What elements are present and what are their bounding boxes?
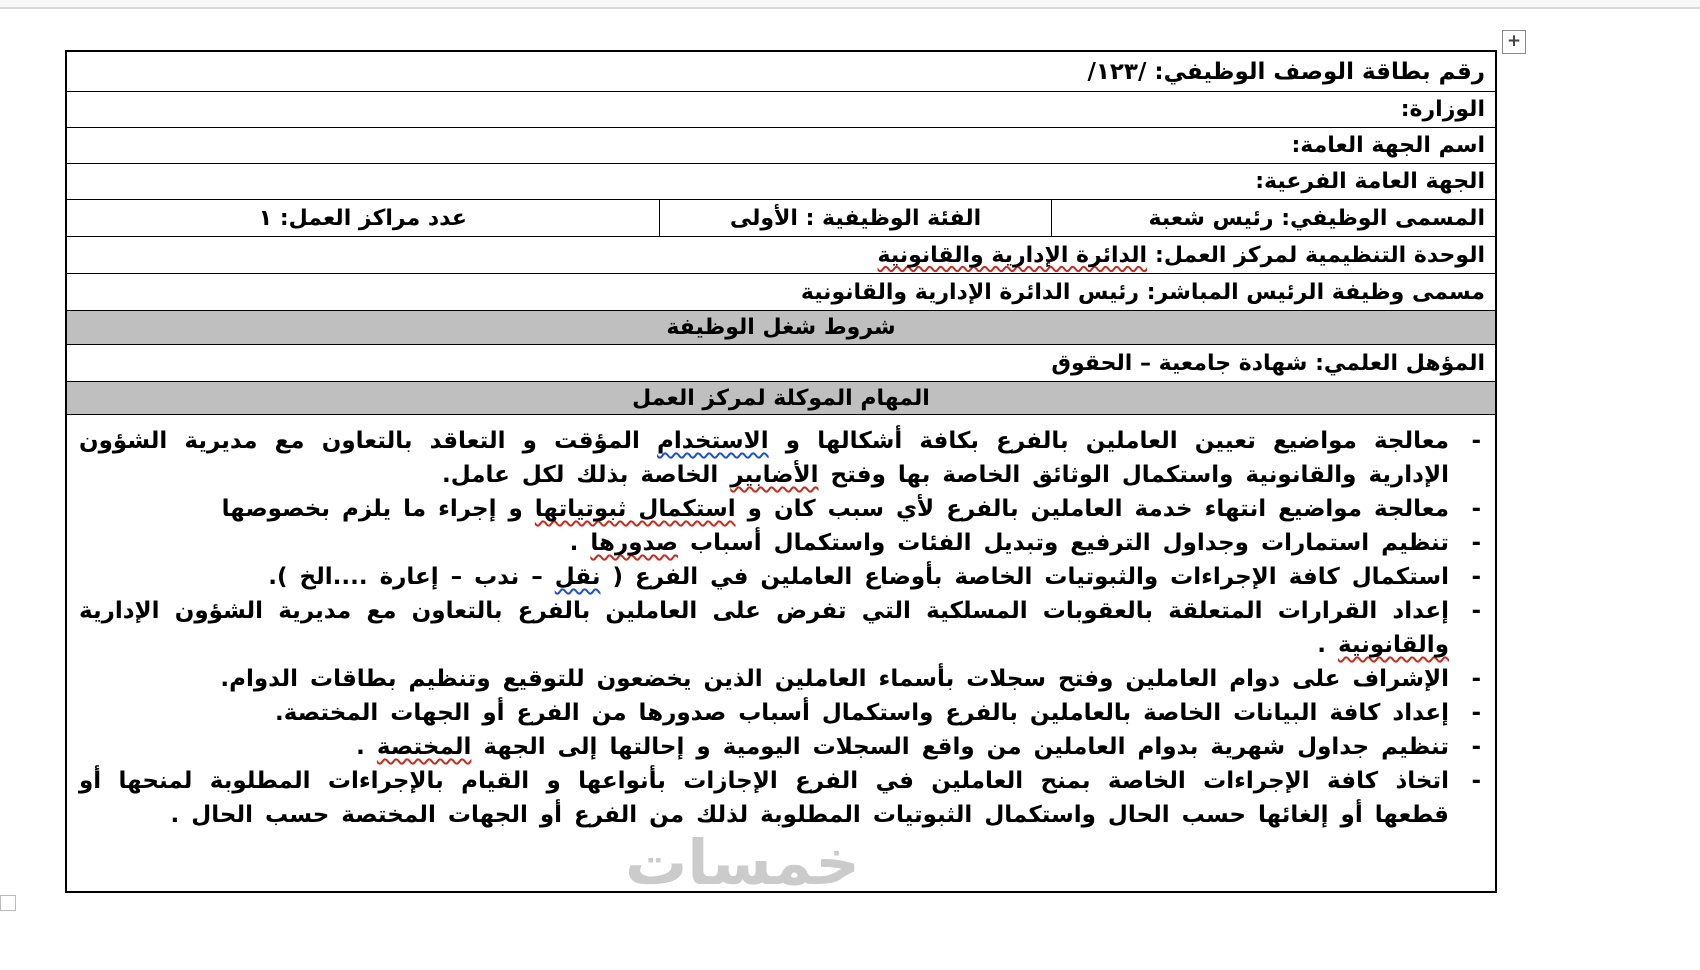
- qualification-text: المؤهل العلمي: شهادة جامعية – الحقوق: [1051, 350, 1485, 376]
- task-text-misspelled: الأضابير: [730, 462, 819, 488]
- task-text-misspelled: صدورها: [590, 530, 679, 556]
- work-centers-cell: [67, 200, 660, 236]
- row-tasks: [67, 415, 1495, 891]
- task-text: إعداد كافة البيانات الخاصة بالعاملين بالفرع واستكمال أسباب صدورها من الفرع أو الجهات المختصة.: [275, 700, 1449, 726]
- task-text: الخاصة بذلك لكل عامل.: [442, 462, 731, 488]
- watermark-text: خمسات: [625, 826, 860, 899]
- task-text: إعداد القرارات المتعلقة بالعقوبات المسلكية التي تفرض على العاملين بالفرع بالتعاون مع مديرية الشؤون الإدارية: [79, 598, 1449, 624]
- row-entity-name: [67, 128, 1495, 164]
- task-bullet: -: [1471, 530, 1481, 556]
- task-text: معالجة مواضيع تعيين العاملين بالفرع بكافة أشكالها و: [768, 428, 1449, 454]
- task-item: [67, 764, 1495, 832]
- task-item: [67, 594, 1495, 662]
- task-text: و إجراء ما يلزم بخصوصها: [221, 496, 535, 522]
- task-text: تنظيم استمارات وجداول الترفيع وتبديل الفئات واستكمال أسباب: [678, 530, 1449, 556]
- task-text: معالجة مواضيع انتهاء خدمة العاملين بالفرع لأي سبب كان و: [735, 496, 1449, 522]
- job-category-text: الفئة الوظيفية : الأولى: [729, 205, 982, 231]
- task-text: .: [356, 734, 377, 760]
- row-ministry: [67, 92, 1495, 128]
- task-text: .: [569, 530, 591, 556]
- task-text: .: [1317, 632, 1338, 658]
- direct-supervisor-text: مسمى وظيفة الرئيس المباشر: رئيس الدائرة الإدارية والقانونية: [800, 279, 1485, 305]
- conditions-header-text: شروط شغل الوظيفة: [666, 315, 896, 340]
- task-text: تنظيم جداول شهرية بدوام العاملين من واقع السجلات اليومية و إحالتها إلى الجهة: [471, 734, 1449, 760]
- job-category-cell: [660, 200, 1053, 236]
- job-title-text: المسمى الوظيفي: رئيس شعبة: [1148, 205, 1485, 231]
- row-direct-supervisor: [67, 274, 1495, 311]
- job-title-cell: [1052, 200, 1495, 236]
- task-bullet: -: [1471, 768, 1481, 794]
- task-item: [67, 696, 1495, 730]
- row-tasks-header: [67, 382, 1495, 415]
- job-description-table: [65, 50, 1497, 893]
- task-item: [67, 424, 1495, 492]
- task-bullet: -: [1471, 598, 1481, 624]
- sub-entity-label: الجهة العامة الفرعية:: [1255, 169, 1485, 194]
- task-text: الإشراف على دوام العاملين وفتح سجلات بأسماء العاملين الذين يخضعون للتوقيع وتنظيم بطاقات الدوام.: [220, 666, 1449, 692]
- card-number-text: رقم بطاقة الوصف الوظيفي: /١٢٣/: [1087, 58, 1485, 85]
- task-bullet: -: [1471, 734, 1481, 760]
- task-item: [67, 730, 1495, 764]
- row-job-info: [67, 200, 1495, 237]
- tasks-list: [67, 424, 1495, 832]
- org-unit-label: الوحدة التنظيمية لمركز العمل:: [1155, 242, 1485, 268]
- org-unit-value: الدائرة الإدارية والقانونية: [877, 242, 1148, 268]
- task-text: استكمال كافة الإجراءات والثبوتيات الخاصة بأوضاع العاملين في الفرع (: [600, 564, 1449, 590]
- task-text-misspelled: والقانونية: [1337, 632, 1449, 658]
- task-text-misspelled: استكمال ثبوتياتها: [534, 496, 736, 522]
- task-bullet: -: [1471, 700, 1481, 726]
- tasks-header-text: المهام الموكلة لمركز العمل: [632, 385, 930, 411]
- task-item: [67, 492, 1495, 526]
- page-corner-handle-icon: [0, 895, 16, 911]
- row-sub-entity: [67, 164, 1495, 200]
- task-item: [67, 526, 1495, 560]
- row-card-number: [67, 52, 1495, 92]
- task-item: [67, 662, 1495, 696]
- entity-name-label: اسم الجهة العامة:: [1291, 133, 1485, 158]
- task-item: [67, 560, 1495, 594]
- task-bullet: -: [1471, 564, 1481, 590]
- work-centers-text: عدد مراكز العمل: ١: [258, 205, 467, 231]
- task-bullet: -: [1471, 496, 1481, 522]
- task-text-misspelled: المختصة: [376, 734, 472, 760]
- task-bullet: -: [1471, 666, 1481, 692]
- window-top-edge: [0, 0, 1700, 9]
- ministry-label: الوزارة:: [1400, 97, 1485, 122]
- task-text: اتخاذ كافة الإجراءات الخاصة بمنح العاملين في الفرع الإجازات بأنواعها و القيام بالإجراءات المطلوبة لمنحها أو قطعها أو إلغائها حسب الحال واستكمال الثبوتيات المطلوبة لذلك من الفرع أو الجهات المختصة حسب الحال .: [79, 768, 1449, 828]
- task-text: المؤقت و التعاقد بالتعاون مع مديرية الشؤون الإدارية والقانونية واستكمال الوثائق الخاصة بها وفتح: [79, 428, 1449, 488]
- table-move-handle-icon[interactable]: +: [1502, 30, 1526, 54]
- task-text-misspelled: نقل: [554, 564, 601, 590]
- row-conditions-header: [67, 311, 1495, 345]
- task-bullet: -: [1471, 428, 1481, 454]
- task-text-misspelled: الاستخدام: [657, 428, 769, 454]
- row-qualification: [67, 345, 1495, 382]
- task-text: – ندب – إعارة ....الخ ).: [268, 564, 555, 590]
- row-org-unit: [67, 237, 1495, 274]
